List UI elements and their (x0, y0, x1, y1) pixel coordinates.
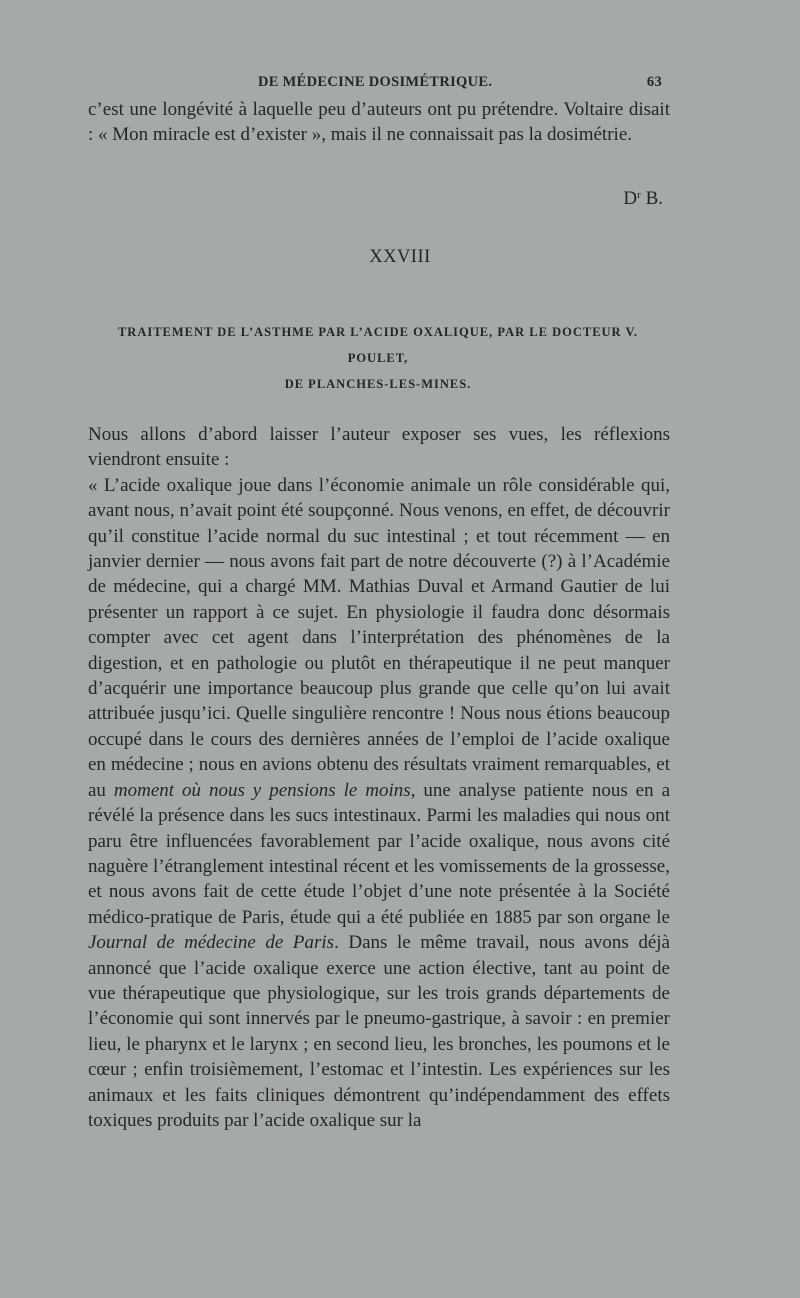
paragraph-2-text-c: . Dans le même travail, nous avons déjà annoncé que l’acide oxalique exerce une action élective, tant au point de vue thérapeutique que physiologique, sur les trois grands départements de l’économie qui sont innervés par le pneumo-gastrique, à savoir : en premier lieu, le pharynx et le larynx ; en second lieu, les bronches, les poumons et le cœur ; enfin troisièmement, l’estomac et l’intestin. Les expériences sur les animaux et les faits cliniques démontrent qu’indépendamment des effets toxiques produits par l’acide oxalique sur la (88, 932, 670, 1131)
author-signature (623, 188, 663, 210)
paragraph-2-text-b: , une analyse patiente nous en a révélé la présence dans les sucs intestinaux. Parmi les maladies qui nous ont paru être influencées favorablement par l’acide oxalique, nous avons cité naguère l’étranglement intestinal récent et les vomissements de la grossesse, et nous avons fait de cette étude l’objet d’une note présentée à la Société médico-pratique de Paris, étude qui a été publiée en 1885 par son organe le (88, 779, 670, 928)
running-head (0, 74, 800, 94)
paragraph-2-italic-phrase: moment où nous y pensions le moins (113, 779, 411, 801)
body-paragraph-1: Nous allons d’abord laisser l’auteur exposer ses vues, les réflexions viendront ensuite : (88, 424, 670, 471)
running-title: DE MÉDECINE DOSIMÉTRIQUE. (258, 74, 493, 90)
signature-initial: B. (640, 188, 663, 209)
chapter-number: XXVIII (369, 247, 431, 267)
page-number: 63 (646, 74, 662, 90)
journal-title: Journal de médecine de Paris (88, 932, 335, 954)
body-paragraph-2 (88, 473, 670, 1134)
paragraph-2-text-a: « L’acide oxalique joue dans l’économie animale un rôle considérable qui, avant nous, n’avait point été soupçonné. Nous venons, en effet, de découvrir qu’il constitue l’acide normal du suc intestinal ; et tout récemment — en janvier dernier — nous avons fait part de notre découverte (?) à l’Académie de médecine, qui a chargé MM. Mathias Duval et Armand Gautier de lui présenter un rapport à ce sujet. En physiologie il faudra donc désormais compter avec cet agent dans l’interprétation des phénomènes de la digestion, et en pathologie ou plutôt en thérapeutique il ne peut manquer d’acquérir une importance beaucoup plus grande que celle qu’on lui avait attribuée jusqu’ici. Quelle singulière rencontre ! Nous nous étions beaucoup occupé dans le cours des dernières années de l’emploi de l’acide oxalique en médecine ; nous en avions obtenu des résultats vraiment remarquables, et au (88, 474, 670, 801)
chapter-title (86, 319, 670, 397)
article-body (88, 422, 670, 1133)
signature-title: D (623, 188, 638, 209)
closing-paragraph: c’est une longévité à laquelle peu d’auteurs ont pu prétendre. Voltaire disait : « Mon miracle est d’exister », mais il ne connaissait pas la dosimétrie. (88, 99, 670, 146)
chapter-title-line-1: TRAITEMENT DE L’ASTHME PAR L’ACIDE OXALIQUE, PAR LE DOCTEUR V. POULET, (117, 325, 639, 365)
signature-title-sup: r (637, 189, 641, 201)
previous-article-closing (88, 97, 670, 148)
chapter-title-line-2: DE PLANCHES-LES-MINES. (284, 377, 472, 391)
